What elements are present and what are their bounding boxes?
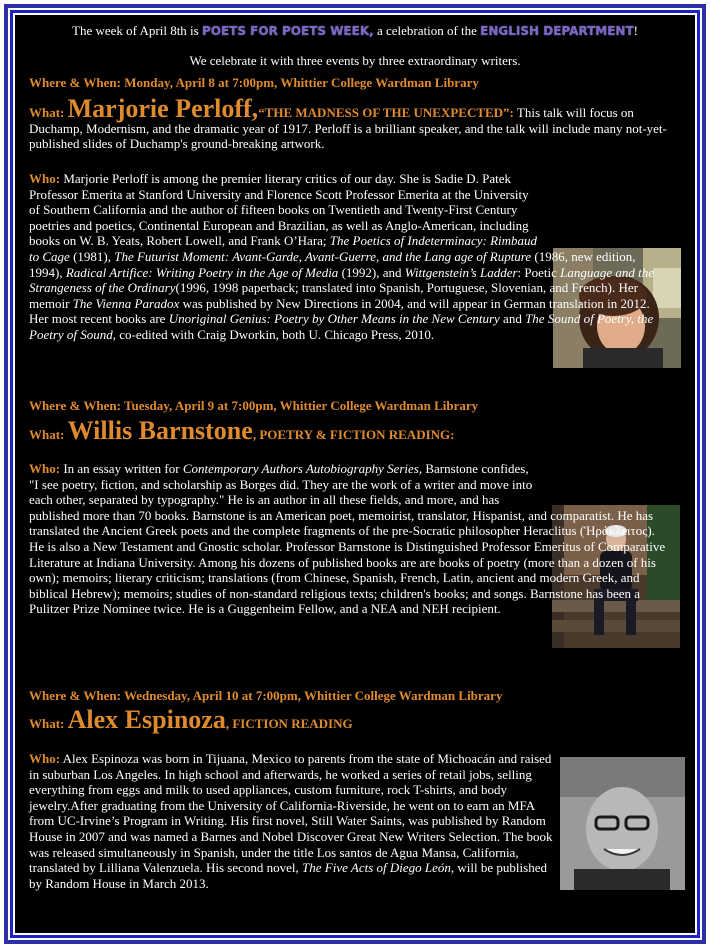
where-when-label: Where & When: <box>29 398 121 413</box>
event-3-speaker: Alex Espinoza <box>67 705 226 734</box>
who-label: Who: <box>29 171 61 186</box>
event-1-when <box>29 75 479 90</box>
event-3-what <box>29 705 679 734</box>
where-when-label: Where & When: <box>29 688 121 703</box>
event-2-when <box>29 398 478 413</box>
event-1-what <box>29 94 669 152</box>
intro-middle: a celebration of the <box>373 23 481 38</box>
event-1-speaker: Marjorie Perloff, <box>67 94 259 123</box>
event-3-who: Who: Alex Espinoza was born in Tijuana, Mexico to parents from the state of Michoacán and raised in suburban Los Angeles. In high school and afterwards, he worked a series of retail jobs, selling everything from eggs and milk to used appliances, custom furniture, rock T-shirts, and body jewelry.After graduating from the University of California-Riverside, he went on to earn an MFA from UC-Irvine’s Program in Writing. His first novel, Still Water Saints, was published by Random House in 2007 and was named a Barnes and Nobel Discover Great New Writers Selection. The book was released simultaneously in Spanish, under the title Los santos de Agua Mansa, California, translated by Lilliana Valenzuela. His second novel, The Five Acts of Diego León, will be published by Random House in March 2013. <box>29 751 553 891</box>
border-white <box>8 8 702 940</box>
event-name: POETS FOR POETS WEEK, <box>201 24 374 38</box>
event-1-description: This talk will focus on Duchamp, Modernism, and the dramatic year of 1917. Perloff is a brilliant speaker, and the talk will include many not-yet-published slides of Duchamp's ground-breaking artwork. <box>29 105 667 152</box>
what-label: What: <box>29 105 65 120</box>
flyer <box>15 15 695 933</box>
event-2-when-text: Tuesday, April 9 at 7:00pm, Whittier College Wardman Library <box>123 398 479 413</box>
where-when-label: Where & When: <box>29 75 121 90</box>
intro-prefix: The week of April 8th is <box>72 23 202 38</box>
border-white-inner <box>13 13 697 935</box>
alex-espinoza-photo <box>560 757 685 890</box>
event-3-when-text: Wednesday, April 10 at 7:00pm, Whittier College Wardman Library <box>123 688 503 703</box>
who-label: Who: <box>29 461 61 476</box>
event-1-when-text: Monday, April 8 at 7:00pm, Whittier College Wardman Library <box>124 75 479 90</box>
event-1-title: “THE MADNESS OF THE UNEXPECTED”: <box>258 105 514 120</box>
what-label: What: <box>29 716 65 731</box>
event-3-title: , FICTION READING <box>225 716 353 731</box>
event-2-speaker: Willis Barnstone <box>67 416 253 445</box>
event-3-when <box>29 688 502 703</box>
intro-line <box>15 23 695 39</box>
border-blue <box>10 10 700 938</box>
event-2-title: , POETRY & FICTION READING: <box>252 427 455 442</box>
event-1-who: Who: Marjorie Perloff is among the premier literary critics of our day. She is Sadie D. Patek Professor Emerita at Stanford University and Florence Scott Professor Emerita at the University of Southern California and the author of fifteen books on Twentieth and Twenty-First Century poetries and poetics, Continental European and Brazilian, as well as Anglo-American, including books on W. B. Yeats, Robert Lowell, and Frank O’Hara; The Poetics of Indeterminacy: Rimbaud to Cage (1981), The Futurist Moment: Avant-Garde, Avant-Guerre, and the Lang age of Rupture (1986, new edition, 1994), Radical Artifice: Writing Poetry in the Age of Media (1992), and Wittgenstein’s Ladder: Poetic Language and the Strangeness of the Ordinary(1996, 1998 paperback; translated into Spanish, Portuguese, Slovenian, and French). Her memoir The Vienna Paradox was published by New Directions in 2004, and will appear in German translation in 2012. Her most recent books are Unoriginal Genius: Poetry by Other Means in the New Century and The Sound of Poetry, the Poetry of Sound, co-edited with Craig Dworkin, both U. Chicago Press, 2010. <box>29 171 655 342</box>
department-name: ENGLISH DEPARTMENT <box>480 24 634 38</box>
what-label: What: <box>29 427 65 442</box>
event-2-who: Who: In an essay written for Contemporary Authors Autobiography Series, Barnstone confides, "I see poetry, fiction, and scholarship as Borges did. They are the work of a writer and move into each other, separated by typography." He is an author in all these fields, and more, and has published more than 70 books. Barnstone is an American poet, memoirist, translator, Hispanist, and comparatist. He has translated the Ancient Greek poets and the complete fragments of the pre-Socratic philosopher Heraclitus (Ἡράκλειτος). He is also a New Testament and Gnostic scholar. Professor Barnstone is Distinguished Professor Emeritus of Comparative Literature at Indiana University. Among his dozens of published books are are books of poetry (more than a dozen of his own); memoirs; literary criticism; translations (from Chinese, Spanish, French, Latin, ancient and modern Greek, and biblical Hebrew); memoirs; studies of non-standard religious texts; children's books; and songs. Barnstone has been a Pulitzer Prize Nominee twice. He is a Guggenheim Fellow, and a NEA and NEH recipient. <box>29 461 666 617</box>
event-2-what <box>29 416 679 445</box>
intro-end: ! <box>633 23 638 38</box>
intro-subline: We celebrate it with three events by three extraordinary writers. <box>189 53 521 68</box>
who-label: Who: <box>29 751 61 766</box>
outer-border <box>4 4 706 944</box>
